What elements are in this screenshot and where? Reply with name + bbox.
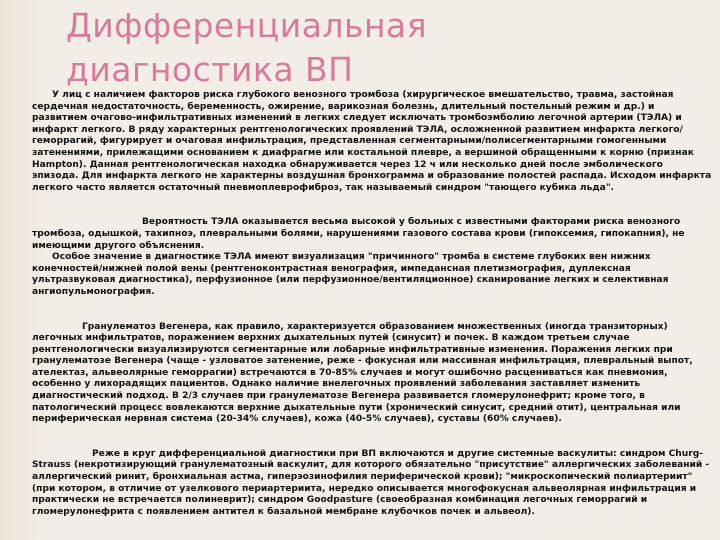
paragraph-tela-risk: У лиц с наличием факторов риска глубокого венозного тромбоза (хирургическое вмешательство, травма, застойная сердечная недостаточность, беременность, ожирение, варикозная болезнь, длительный постельный режим и др.) и развитием очагово-инфильтративных изменений в легких следует исключать тромбоэмболию легочной артерии (ТЭЛА) и инфаркт легкого. В ряду характерных рентгенологических проявлений ТЭЛА, осложненной развитием инфаркта легкого/геморрагий, фигурирует и очаговая инфильтрация, представленная сегментарными/полисегментарными гомогенными затенениями, прилежащими основанием к диафрагме или костальной плевре, а вершиной обращенными к корню (признак Hampton). Данная рентгенологическая находка обнаруживается через 12 ч или несколько дней после эмболического эпизода. Для инфаркта легкого не характерны воздушная бронхограмма и образование полостей распада. Исходом инфаркта легкого часто является остаточный пневмоплеврофиброз, так называемый синдром "тающего кубика льда".: [32, 90, 715, 193]
slide-body: [32, 90, 715, 518]
title-line-2: диагностика ВП: [66, 50, 354, 89]
paragraph-gap: [32, 299, 712, 322]
paragraph-gap: [32, 194, 712, 217]
slide-title: [66, 4, 666, 92]
paragraph-vasculitis: Реже в круг дифференциальной диагностики при ВП включаются и другие системные васкулиты: синдром Churg-Strauss (некротизирующий гранулематозный васкулит, для которого обязательно "присутствие" аллергических заболеваний - аллергический ринит, бронхиальная астма, гиперэозинофилия периферической крови); "микроскопический полиартериит" (при котором, в отличие от узелкового периартериита, нередко описывается многофокусная альвеолярная инфильтрация и практически не встречается полиневрит); синдром Goodpasture (своеобразная комбинация легочных геморрагий и гломерулонефрита с появлением антител к базальной мембране клубочков почек и альвеол).: [32, 448, 713, 517]
paragraph-tela-probability: Вероятность ТЭЛА оказывается весьма высокой у больных с известными факторами риска венозного тромбоза, одышкой, тахипноэ, плевральными болями, нарушениями газового состава крови (гипоксемия, гипокапния), не имеющими другого объяснения.: [32, 217, 688, 251]
title-line-1: Дифференциальная: [66, 6, 428, 45]
paragraph-gap: [32, 426, 712, 449]
paragraph-tela-diagnostics: Особое значение в диагностике ТЭЛА имеют визуализация "причинного" тромба в системе глубоких вен нижних конечностей/нижней полой вены (рентгеноконтрастная венография, импедансная плетизмография, дуплексная ультразвуковая диагностика), перфузионное (или перфузионное/вентиляционное) сканирование легких и селективная ангиопульмонография.: [32, 252, 672, 297]
paragraph-wegener: Гранулематоз Вегенера, как правило, характеризуется образованием множественных (иногда транзиторных) легочных инфильтратов, поражением верхних дыхательных путей (синусит) и почек. В каждом третьем случае рентгенологически визуализируются сегментарные или лобарные инфильтративные изменения. Поражения легких при гранулематозе Вегенера (чаще - узловатое затенение, реже - фокусная или массивная инфильтрация, плевральный выпот, ателектаз, альвеолярные геморрагии) встречаются в 70-85% случаев и могут ошибочно расцениваться как пневмония, особенно у лихорадящих пациентов. Однако наличие внелегочных проявлений заболевания заставляет изменить диагностический подход. В 2/3 случаев при гранулематозе Вегенера развивается гломерулонефрит; кроме того, в патологический процесс вовлекаются верхние дыхательные пути (хронический синусит, средний отит), центральная или периферическая нервная система (20-34% случаев), кожа (40-5% случаев), суставы (60% случаев).: [32, 321, 696, 425]
